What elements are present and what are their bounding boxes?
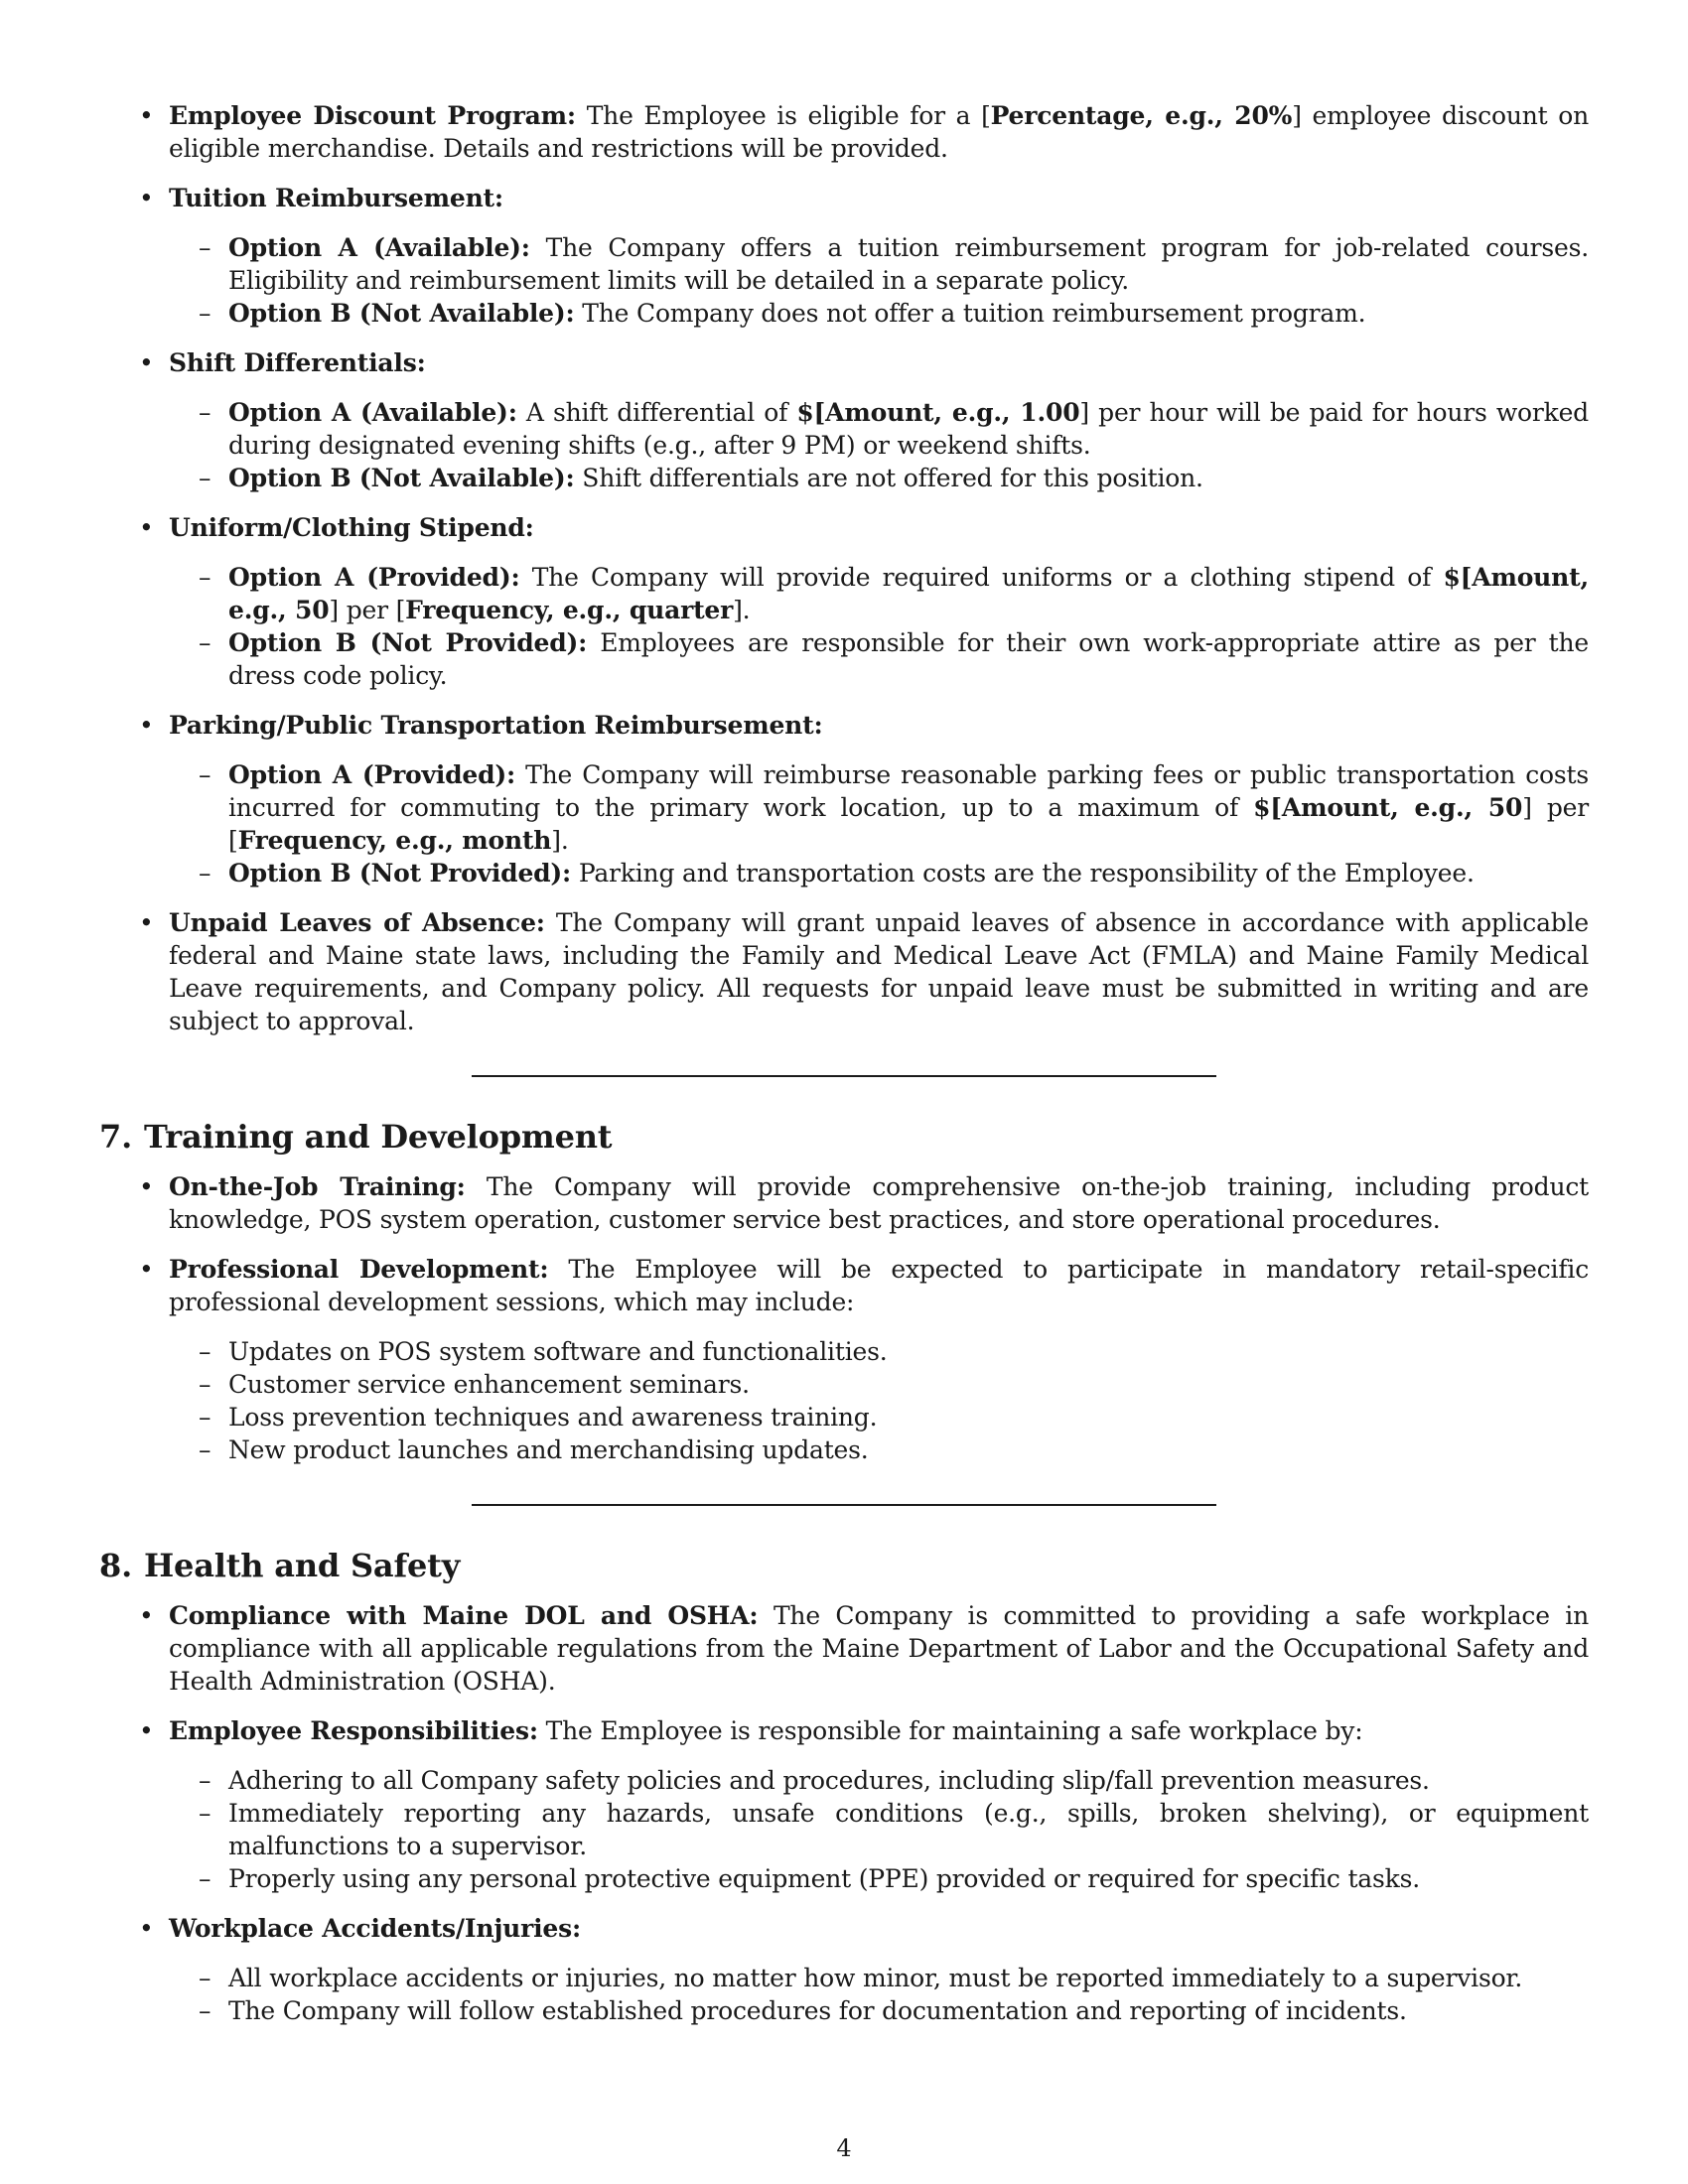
sub-list-item: – Option A (Available): The Company offers a tuition reimbursement program for job-related courses. Eligibility and reimbursement limits will be detailed in a separate policy. — [169, 231, 1589, 297]
list-item: • Workplace Accidents/Injuries: – All workplace accidents or injuries, no matter how minor, must be reported immediately to a supervisor. – The Company will follow established procedures for documentation and reporting of incidents. — [99, 1912, 1589, 2027]
list-item: • On-the-Job Training: The Company will provide comprehensive on-the-job training, including product knowledge, POS system operation, customer service best practices, and store operational procedures. — [99, 1170, 1589, 1236]
sub-list-item: – Option A (Provided): The Company will provide required uniforms or a clothing stipend of $[Amount, e.g., 50] per [Frequency, e.g., quarter]. — [169, 561, 1589, 626]
sub-list-item: – Customer service enhancement seminars. — [169, 1368, 1589, 1401]
sub-list-item: – Option A (Available): A shift differential of $[Amount, e.g., 1.00] per hour will be paid for hours worked during designated evening shifts (e.g., after 9 PM) or weekend shifts. — [169, 396, 1589, 462]
sub-list-item: – Adhering to all Company safety policies and procedures, including slip/fall prevention measures. — [169, 1764, 1589, 1797]
sub-list — [169, 1962, 1589, 2027]
list-item: • Shift Differentials: – Option A (Available): A shift differential of $[Amount, e.g., 1.00] per hour will be paid for hours worked during designated evening shifts (e.g., after 9 PM) or weekend shifts. – Option B (Not Available): Shift differentials are not offered for this position. — [99, 346, 1589, 494]
sub-list-item: – Properly using any personal protective equipment (PPE) provided or required for specific tasks. — [169, 1862, 1589, 1895]
sub-list — [169, 1335, 1589, 1466]
sub-list-item: – Option A (Provided): The Company will reimburse reasonable parking fees or public transportation costs incurred for commuting to the primary work location, up to a maximum of $[Amount, e.g., 50] per [Frequency, e.g., month]. — [169, 758, 1589, 857]
sub-list-item: – Loss prevention techniques and awareness training. — [169, 1401, 1589, 1433]
sub-list — [169, 396, 1589, 494]
sub-list — [169, 561, 1589, 692]
sub-list-item: – Option B (Not Provided): Employees are responsible for their own work-appropriate attire as per the dress code policy. — [169, 626, 1589, 692]
sub-list-item: – Option B (Not Provided): Parking and transportation costs are the responsibility of the Employee. — [169, 857, 1589, 889]
sub-list — [169, 1764, 1589, 1895]
health-safety-list — [99, 1599, 1589, 2027]
sub-list-item: – The Company will follow established procedures for documentation and reporting of incidents. — [169, 1994, 1589, 2027]
sub-list-item: – Option B (Not Available): Shift differentials are not offered for this position. — [169, 462, 1589, 494]
list-item: • Unpaid Leaves of Absence: The Company will grant unpaid leaves of absence in accordance with applicable federal and Maine state laws, including the Family and Medical Leave Act (FMLA) and Maine Family Medical Leave requirements, and Company policy. All requests for unpaid leave must be submitted in writing and are subject to approval. — [99, 906, 1589, 1037]
section-heading-health-safety: 8. Health and Safety — [99, 1547, 461, 1584]
sub-list-item: – Option B (Not Available): The Company does not offer a tuition reimbursement program. — [169, 297, 1589, 330]
list-item: • Compliance with Maine DOL and OSHA: The Company is committed to providing a safe workplace in compliance with all applicable regulations from the Maine Department of Labor and the Occupational Safety and Health Administration (OSHA). — [99, 1599, 1589, 1698]
list-item: • Tuition Reimbursement: – Option A (Available): The Company offers a tuition reimbursement program for job-related courses. Eligibility and reimbursement limits will be detailed in a separate policy. – Option B (Not Available): The Company does not offer a tuition reimbursement program. — [99, 182, 1589, 330]
list-item: • Employee Discount Program: The Employee is eligible for a [Percentage, e.g., 20%] employee discount on eligible merchandise. Details and restrictions will be provided. — [99, 99, 1589, 165]
list-item: • Professional Development: The Employee will be expected to participate in mandatory retail-specific professional development sessions, which may include: – Updates on POS system software and functionalities. – Customer service enhancement seminars. – Loss prevention techniques and awareness training. – New product launches and merchandising updates. — [99, 1253, 1589, 1466]
sub-list — [169, 758, 1589, 889]
page-number: 4 — [836, 2134, 852, 2162]
list-item: • Uniform/Clothing Stipend: – Option A (Provided): The Company will provide required uniforms or a clothing stipend of $[Amount, e.g., 50] per [Frequency, e.g., quarter]. – Option B (Not Provided): Employees are responsible for their own work-appropriate attire as per the dress code policy. — [99, 511, 1589, 692]
list-item: • Employee Responsibilities: The Employee is responsible for maintaining a safe workplace by: – Adhering to all Company safety policies and procedures, including slip/fall prevention measures. – Immediately reporting any hazards, unsafe conditions (e.g., spills, broken shelving), or equipment malfunctions to a supervisor. – Properly using any personal protective equipment (PPE) provided or required for specific tasks. — [99, 1714, 1589, 1895]
section-heading-training: 7. Training and Development — [99, 1118, 613, 1156]
section-divider — [472, 1504, 1216, 1506]
sub-list-item: – Immediately reporting any hazards, unsafe conditions (e.g., spills, broken shelving), or equipment malfunctions to a supervisor. — [169, 1797, 1589, 1862]
list-item: • Parking/Public Transportation Reimbursement: – Option A (Provided): The Company will reimburse reasonable parking fees or public transportation costs incurred for commuting to the primary work location, up to a maximum of $[Amount, e.g., 50] per [Frequency, e.g., month]. – Option B (Not Provided): Parking and transportation costs are the responsibility of the Employee. — [99, 709, 1589, 889]
section-divider — [472, 1075, 1216, 1077]
sub-list-item: – All workplace accidents or injuries, no matter how minor, must be reported immediately to a supervisor. — [169, 1962, 1589, 1994]
sub-list-item: – New product launches and merchandising updates. — [169, 1433, 1589, 1466]
benefits-list — [99, 99, 1589, 1037]
sub-list-item: – Updates on POS system software and functionalities. — [169, 1335, 1589, 1368]
document-page — [99, 99, 1589, 2044]
training-list — [99, 1170, 1589, 1466]
sub-list — [169, 231, 1589, 330]
